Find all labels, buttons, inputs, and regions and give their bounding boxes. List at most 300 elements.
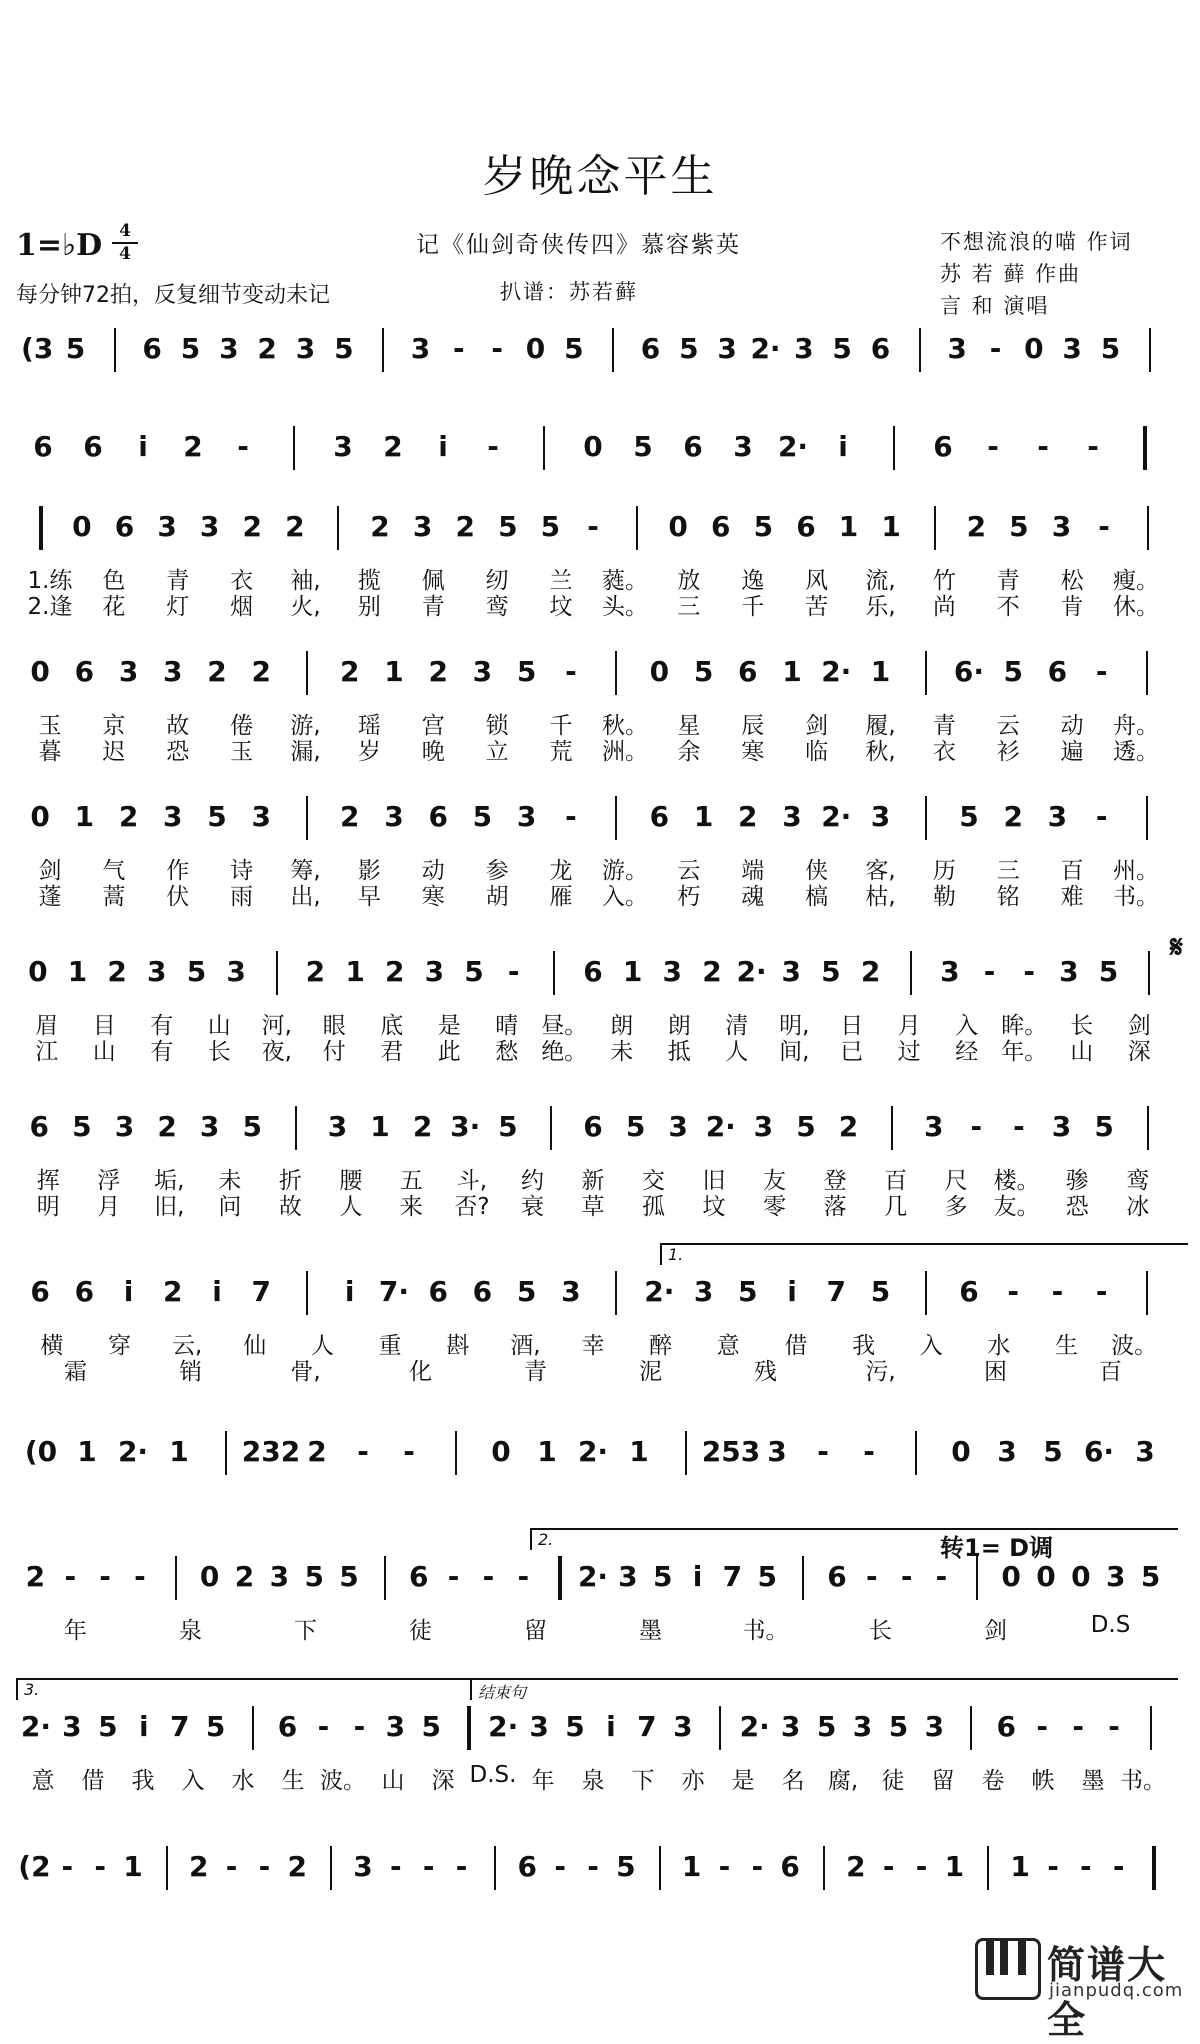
lyric-syllable: 霜 <box>64 1359 87 1385</box>
lyric-syllable: 晴 <box>495 1013 519 1039</box>
lyric-syllable: 雁 <box>549 884 573 910</box>
note-token: - <box>61 1850 74 1883</box>
watermark-name: 简谱大全 <box>1047 1943 1168 2042</box>
lyric-syllable: 泉 <box>581 1768 605 1794</box>
lyric-syllable: 铭 <box>996 884 1020 910</box>
lyric-syllable: 头。 <box>601 594 648 620</box>
note-token: - <box>517 1560 530 1593</box>
barline <box>636 506 638 550</box>
note-token: - <box>1080 1850 1092 1883</box>
note-token: 1 <box>537 1435 557 1468</box>
lyric-syllable: 腰 <box>339 1168 363 1194</box>
note-token: - <box>258 1850 271 1883</box>
lyric-syllable: 问 <box>218 1194 242 1220</box>
note-token: 3 <box>157 510 177 543</box>
note-token: 2 <box>838 1110 859 1143</box>
barline <box>558 1556 562 1600</box>
note-token: i <box>138 1710 149 1743</box>
lyric-syllable: 倦 <box>230 713 254 739</box>
note-token: 3 <box>924 1710 945 1743</box>
lyric-syllable: 色 <box>102 568 126 594</box>
note-token: 3 <box>219 332 239 365</box>
note-token: 2 <box>285 510 305 543</box>
lyric-syllable: 多 <box>944 1194 968 1220</box>
lyric-syllable: 生 <box>281 1768 305 1794</box>
lyric-syllable: 三 <box>677 594 701 620</box>
note-token: 3 <box>852 1710 873 1743</box>
note-token: 3 <box>226 955 246 988</box>
lyric-syllable: 此 <box>437 1039 461 1065</box>
note-token: i <box>138 430 148 463</box>
note-token: 5 <box>498 1110 518 1143</box>
note-token: 0 <box>28 955 48 988</box>
note-token: 6· <box>1083 1435 1115 1468</box>
lyricist-credit: 不想流浪的喵 作词 <box>940 230 1133 254</box>
note-token: 0 <box>668 510 688 543</box>
note-token: 0 <box>951 1435 971 1468</box>
lyric-syllable: 几 <box>884 1194 908 1220</box>
lyric-syllable: 入 <box>919 1333 943 1359</box>
lyric-syllable: 云 <box>677 858 701 884</box>
note-token: 5 <box>652 1560 673 1593</box>
note-token: 6 <box>74 1275 95 1308</box>
barline <box>802 1556 804 1600</box>
lyric-syllable: 醉 <box>649 1333 673 1359</box>
barline <box>276 951 278 995</box>
lyric-syllable: 恐 <box>166 739 190 765</box>
lyric-syllable: 是 <box>437 1013 461 1039</box>
note-token: 3 <box>269 1560 290 1593</box>
lyric-syllable: 徒 <box>881 1768 905 1794</box>
note-token: - <box>882 1850 895 1883</box>
note-token: 3 <box>114 1110 135 1143</box>
note-token: 3 <box>295 332 316 365</box>
note-token: 2 <box>383 430 403 463</box>
note-token: 3 <box>668 1110 688 1143</box>
barline <box>295 1106 297 1150</box>
barline <box>225 1431 227 1475</box>
lyric-syllable: 旧 <box>702 1168 726 1194</box>
note-token: 5 <box>1003 655 1023 688</box>
lyric-syllable: 交 <box>642 1168 666 1194</box>
lyric-syllable: 日 <box>840 1013 864 1039</box>
note-token: 6 <box>827 1560 847 1593</box>
lyric-syllable: 留 <box>524 1618 547 1644</box>
barline <box>175 1556 177 1600</box>
lyric-syllable: 玉 <box>38 713 62 739</box>
page-title: 岁晚念平生 <box>482 151 718 202</box>
note-token: 0 <box>1024 332 1044 365</box>
note-token: - <box>1013 1110 1025 1143</box>
barline <box>1146 1271 1148 1315</box>
note-token: 3 <box>384 800 404 833</box>
note-token: i <box>438 430 448 463</box>
barline <box>1146 651 1148 695</box>
note-token: - <box>1023 955 1036 988</box>
barline <box>455 1431 457 1475</box>
note-token: - <box>225 1850 238 1883</box>
lyric-syllable: 岁 <box>357 739 381 765</box>
note-token: 1 <box>345 955 365 988</box>
lyric-syllable: 挥 <box>36 1168 60 1194</box>
lyric-syllable: 仙 <box>243 1333 267 1359</box>
note-token: - <box>1036 1710 1049 1743</box>
lyric-syllable: 来 <box>399 1194 423 1220</box>
note-token: - <box>1095 1275 1108 1308</box>
lyric-syllable: 意 <box>716 1333 740 1359</box>
lyric-syllable: 水 <box>987 1333 1011 1359</box>
lyrics-line <box>18 1762 1188 1792</box>
note-token: 2 <box>384 955 405 988</box>
note-token: 5 <box>65 332 86 365</box>
note-token: - <box>970 1110 983 1143</box>
note-token: 5 <box>564 332 584 365</box>
lyric-syllable: 履, <box>865 713 896 739</box>
note-token: 6 <box>517 1850 538 1883</box>
lyric-syllable: 月 <box>897 1013 921 1039</box>
note-token: 5 <box>180 332 201 365</box>
volta-bracket-first: 1. <box>660 1243 1188 1265</box>
note-token: 2 <box>157 1110 177 1143</box>
barline <box>306 796 308 840</box>
lyric-syllable: 落 <box>823 1194 847 1220</box>
note-token: 5 <box>98 1710 118 1743</box>
note-token: 5 <box>1100 332 1121 365</box>
lyric-syllable: 伏 <box>166 884 190 910</box>
note-token: 3 <box>1047 800 1068 833</box>
lyric-syllable: 年 <box>531 1768 555 1794</box>
note-token: 6 <box>738 655 758 688</box>
notes-line <box>18 1425 1188 1485</box>
notes-line <box>18 500 1188 560</box>
note-token: 3 <box>1051 510 1072 543</box>
barline <box>925 1271 927 1315</box>
barline <box>719 1706 721 1750</box>
lyric-syllable: 月 <box>97 1194 121 1220</box>
note-token: 6· <box>953 655 985 688</box>
barline <box>919 328 921 372</box>
lyric-syllable: 穿 <box>107 1333 131 1359</box>
lyric-syllable: 污, <box>865 1359 896 1385</box>
note-token: - <box>237 430 249 463</box>
lyric-syllable: 折 <box>278 1168 302 1194</box>
lyric-syllable: 2.逢 <box>27 594 73 620</box>
lyric-syllable: 灯 <box>166 594 190 620</box>
lyric-syllable: 侠 <box>805 858 829 884</box>
barline <box>685 1431 687 1475</box>
note-token: 5 <box>498 510 518 543</box>
lyric-syllable: 星 <box>677 713 701 739</box>
note-token: - <box>817 1435 829 1468</box>
note-token: 0 <box>199 1560 220 1593</box>
barline <box>1149 328 1151 372</box>
note-token: 2 <box>242 510 262 543</box>
note-token: - <box>64 1560 77 1593</box>
lyric-syllable: 朗 <box>610 1013 634 1039</box>
lyric-syllable: 暮 <box>38 739 62 765</box>
lyric-syllable: 留 <box>931 1768 955 1794</box>
barline <box>166 1846 168 1890</box>
note-token: 3 <box>529 1710 549 1743</box>
lyric-syllable: 百 <box>1060 858 1084 884</box>
note-token: - <box>487 430 499 463</box>
note-token: 3 <box>163 800 183 833</box>
note-token: i <box>123 1275 134 1308</box>
barline <box>970 1706 972 1750</box>
note-token: 3 <box>251 800 272 833</box>
note-token: 6 <box>649 800 670 833</box>
note-token: 3 <box>327 1110 348 1143</box>
lyric-syllable: 浮 <box>97 1168 121 1194</box>
lyric-syllable: 袖, <box>290 568 321 594</box>
note-token: 3 <box>147 955 167 988</box>
note-token: 5 <box>1009 510 1029 543</box>
lyric-syllable: 气 <box>102 858 126 884</box>
note-token: 2· <box>117 1435 149 1468</box>
lyric-syllable: 入。 <box>601 884 648 910</box>
lyric-syllable: 客, <box>865 858 896 884</box>
lyric-syllable: 槁 <box>805 884 829 910</box>
note-token: 2 <box>428 655 448 688</box>
lyric-syllable: 秋。 <box>601 713 648 739</box>
lyric-syllable: 衣 <box>230 568 254 594</box>
note-token: - <box>1108 1710 1120 1743</box>
note-token: 6 <box>640 332 661 365</box>
lyric-syllable: D.S. <box>469 1762 517 1788</box>
lyric-syllable: 寒 <box>741 739 765 765</box>
barline <box>252 1706 254 1750</box>
note-token: 3 <box>472 655 493 688</box>
lyric-syllable: 年 <box>64 1618 87 1644</box>
note-token: 1 <box>622 955 643 988</box>
note-token: 6 <box>33 430 53 463</box>
lyric-syllable: 休。 <box>1113 594 1160 620</box>
note-token: 0 <box>1001 1560 1021 1593</box>
lyric-syllable: 秋, <box>865 739 896 765</box>
lyric-syllable: 动 <box>1060 713 1084 739</box>
note-token: 6 <box>870 332 891 365</box>
note-token: 1 <box>384 655 404 688</box>
lyric-syllable: 端 <box>741 858 765 884</box>
note-token: - <box>1098 510 1110 543</box>
note-token: 1 <box>693 800 714 833</box>
note-token: 5 <box>693 655 714 688</box>
lyric-syllable: 骖 <box>1065 1168 1089 1194</box>
note-token: 3 <box>717 332 737 365</box>
note-token: - <box>94 1850 106 1883</box>
note-token: 3 <box>424 955 445 988</box>
note-token: 0 <box>583 430 603 463</box>
note-token: 3 <box>947 332 967 365</box>
note-token: 6 <box>796 510 816 543</box>
note-token: 5 <box>242 1110 262 1143</box>
lyric-syllable: 书。 <box>742 1618 789 1644</box>
note-token: - <box>353 1710 366 1743</box>
lyric-syllable: 千 <box>741 594 765 620</box>
lyric-syllable: 雨 <box>230 884 254 910</box>
note-token: 6 <box>277 1710 298 1743</box>
note-token: 3 <box>733 430 753 463</box>
lyric-syllable: 卷 <box>981 1768 1005 1794</box>
barline <box>1150 1706 1152 1750</box>
note-token: 5 <box>816 1710 837 1743</box>
lyric-syllable: 愁 <box>495 1039 519 1065</box>
note-token: 2· <box>777 430 809 463</box>
barline <box>330 1846 332 1890</box>
note-token: i <box>787 1275 797 1308</box>
barline <box>910 951 912 995</box>
note-token: 2 <box>25 1560 46 1593</box>
lyric-syllable: 眸。 <box>1001 1013 1048 1039</box>
note-token: 6 <box>83 430 103 463</box>
note-token: 253 <box>701 1435 761 1468</box>
note-token: 6 <box>74 655 95 688</box>
note-token: - <box>134 1560 146 1593</box>
note-token: 3 <box>1051 1110 1072 1143</box>
note-token: 2 <box>305 955 326 988</box>
lyric-syllable: 明 <box>36 1194 60 1220</box>
note-token: - <box>1095 655 1108 688</box>
note-token: 0 <box>1071 1560 1091 1593</box>
lyric-syllable: 流, <box>865 568 896 594</box>
lyric-syllable: 君 <box>380 1039 404 1065</box>
composer-credit: 苏 若 藓 作曲 <box>940 262 1082 286</box>
lyric-syllable: 约 <box>520 1168 544 1194</box>
lyric-syllable: 剑 <box>984 1618 1007 1644</box>
lyric-syllable: 千 <box>549 713 573 739</box>
lyric-syllable: 朽 <box>677 884 701 910</box>
barline <box>893 426 895 470</box>
lyric-syllable: 经 <box>955 1039 979 1065</box>
volta-bracket-coda: 结束句 <box>470 1678 1178 1700</box>
lyric-syllable: 游, <box>290 713 321 739</box>
note-token: 0 <box>649 655 670 688</box>
lyric-syllable: 寒 <box>421 884 445 910</box>
notes-line <box>18 1700 1188 1760</box>
note-token: 5 <box>796 1110 816 1143</box>
barline <box>384 1556 386 1600</box>
notes-line <box>18 1840 1188 1900</box>
note-token: 0 <box>525 332 546 365</box>
lyric-syllable: 泉 <box>179 1618 202 1644</box>
note-token: - <box>935 1560 948 1593</box>
note-token: - <box>317 1710 330 1743</box>
note-token: 3 <box>673 1710 693 1743</box>
note-token: 5 <box>633 430 653 463</box>
note-token: 3 <box>353 1850 373 1883</box>
lyric-syllable: 诗 <box>230 858 254 884</box>
barline <box>382 328 384 372</box>
lyric-syllable: 骨, <box>290 1359 321 1385</box>
note-token: 1 <box>782 655 802 688</box>
note-token: 3 <box>62 1710 82 1743</box>
note-token: 2 <box>118 800 139 833</box>
lyric-syllable: 作 <box>166 858 190 884</box>
lyric-syllable: 坟 <box>549 594 573 620</box>
lyric-syllable: 胡 <box>485 884 509 910</box>
note-token: 2 <box>412 1110 433 1143</box>
note-token: - <box>565 800 577 833</box>
note-token: 5 <box>207 800 227 833</box>
note-token: 1 <box>77 1435 97 1468</box>
lyric-syllable: 墨 <box>1081 1768 1105 1794</box>
note-token: 5 <box>565 1710 585 1743</box>
lyric-syllable: 冰 <box>1126 1194 1150 1220</box>
lyric-syllable: 深 <box>1127 1039 1151 1065</box>
note-token: - <box>357 1435 369 1468</box>
note-token: 5 <box>1098 955 1119 988</box>
lyric-syllable: 残 <box>754 1359 777 1385</box>
note-token: 5 <box>339 1560 359 1593</box>
tempo-note: 每分钟72拍，反复细节变动未记 <box>16 283 330 308</box>
barline <box>1148 951 1150 995</box>
barline <box>550 1106 552 1150</box>
note-token: 2 <box>339 655 360 688</box>
lyric-syllable: 销 <box>179 1359 202 1385</box>
notes-line <box>18 1265 1188 1325</box>
note-token: - <box>865 1560 878 1593</box>
notes-line <box>18 645 1188 705</box>
note-token: 3 <box>693 1275 714 1308</box>
lyric-syllable: 游。 <box>601 858 648 884</box>
note-token: 5 <box>1043 1435 1063 1468</box>
lyrics-line <box>18 1033 1188 1063</box>
barline <box>1146 796 1148 840</box>
lyric-syllable: 水 <box>231 1768 255 1794</box>
note-token: 5 <box>334 332 354 365</box>
note-token: 0 <box>72 510 92 543</box>
lyric-syllable: 泥 <box>639 1359 662 1385</box>
lyric-syllable: 鸾 <box>485 594 509 620</box>
barline <box>1147 506 1149 550</box>
barline <box>891 1106 893 1150</box>
note-token: 5 <box>832 332 852 365</box>
lyric-syllable: 酒, <box>510 1333 541 1359</box>
lyric-syllable: 否? <box>454 1194 490 1220</box>
lyric-syllable: 枯, <box>865 884 896 910</box>
note-token: 2 <box>860 955 881 988</box>
note-token: 2 <box>107 955 127 988</box>
lyric-syllable: 影 <box>357 858 381 884</box>
note-token: 6 <box>428 1275 448 1308</box>
lyric-syllable: 重 <box>378 1333 402 1359</box>
lyric-syllable: 过 <box>897 1039 921 1065</box>
note-token: 1 <box>169 1435 189 1468</box>
lyric-syllable: 五 <box>399 1168 423 1194</box>
lyric-syllable: 蓬 <box>38 884 62 910</box>
lyric-syllable: 波。 <box>1111 1333 1158 1359</box>
lyric-syllable: 亦 <box>681 1768 705 1794</box>
note-token: - <box>482 1560 495 1593</box>
note-token: 2· <box>821 800 852 833</box>
note-token: (2 <box>18 1850 51 1883</box>
note-token: 3 <box>1062 332 1082 365</box>
note-token: 2· <box>739 1710 770 1743</box>
note-token: 6 <box>1047 655 1068 688</box>
lyric-syllable: 宫 <box>421 713 445 739</box>
lyric-syllable: 衫 <box>996 739 1020 765</box>
lyric-syllable: 三 <box>996 858 1020 884</box>
note-token: 2 <box>966 510 987 543</box>
note-token: - <box>390 1850 402 1883</box>
lyric-syllable: 书。 <box>1113 884 1160 910</box>
lyric-syllable: 瑶 <box>357 713 381 739</box>
note-token: 5 <box>464 955 484 988</box>
lyric-syllable: 帙 <box>1031 1768 1055 1794</box>
note-token: - <box>989 332 1002 365</box>
note-token: 5 <box>959 800 979 833</box>
barline <box>615 651 617 695</box>
